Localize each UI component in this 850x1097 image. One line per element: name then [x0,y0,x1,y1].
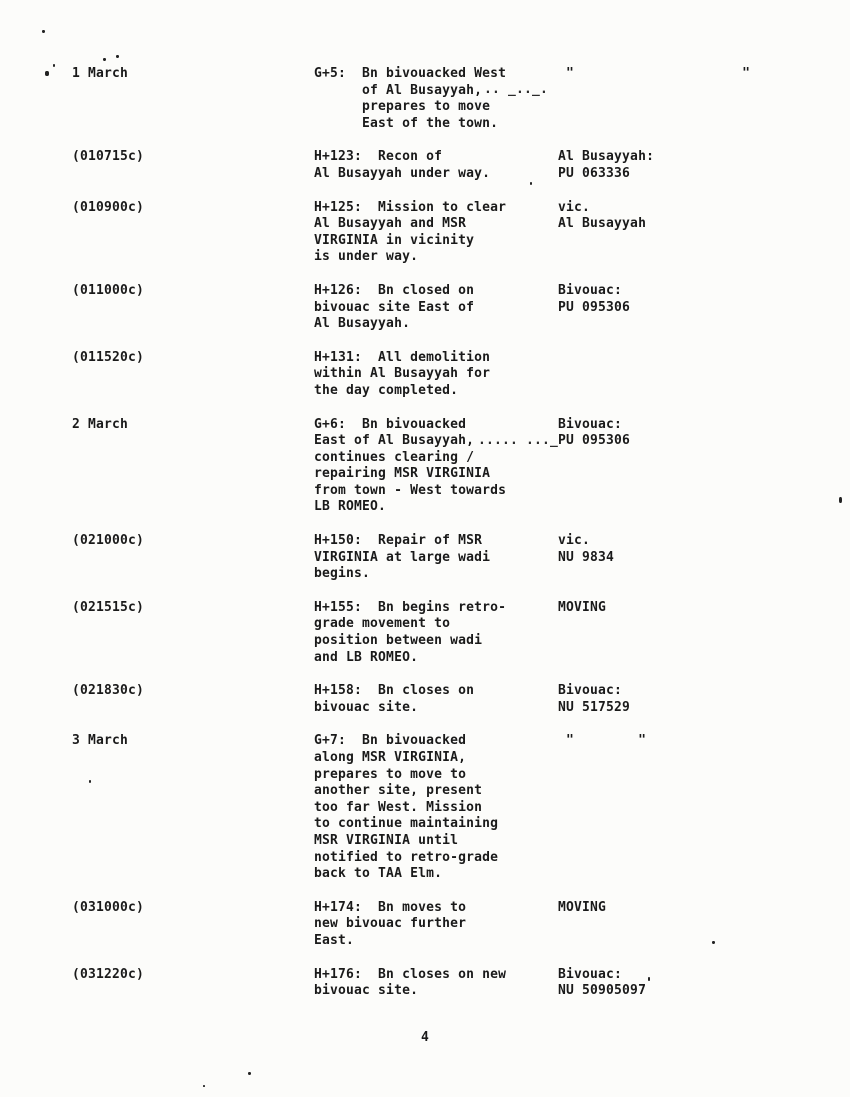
scan-speck [45,71,49,76]
entry-location-line: PU 095306 [558,433,631,449]
log-entry-row [0,900,850,950]
entry-location [558,533,850,583]
entry-event [314,600,558,666]
entry-event-line: bivouac site East of [314,299,475,315]
log-entry-row [0,200,850,266]
entry-location [558,417,850,517]
entry-event-line: too far West. Mission [314,799,483,815]
entry-event-line: notified to retro-grade [314,849,499,865]
entry-time: (031000c) [72,899,145,915]
entry-location-line: Bivouac: [558,416,623,432]
entry-event-line: Al Busayyah and MSR [314,216,467,232]
entry-event-line: Al Busayyah under way. [314,165,491,181]
log-entry-row [0,533,850,583]
scan-speck [42,30,45,33]
entry-event-line: position between wadi [314,633,483,649]
entry-location [558,283,850,333]
entry-event-line: Al Busayyah. [314,316,411,332]
entry-event-line: grade movement to [314,616,451,632]
log-entry-row [0,149,850,182]
entry-location-line: Al Busayyah [558,216,647,232]
entry-time: (010900c) [72,199,145,215]
ink-annotation: ..... ..._ [478,433,559,448]
entry-event [314,417,558,517]
entry-event-line: H+150: Repair of MSR [314,533,483,549]
entry-time: 2 March [72,416,129,432]
log-entry-row [0,600,850,666]
entry-location-line: " " [558,66,751,81]
entry-event-line: is under way. [314,249,419,265]
entry-event [314,533,558,583]
entry-location-line: NU 9834 [558,549,615,565]
entry-time: 3 March [72,733,129,749]
entry-event-line: of Al Busayyah, [314,82,483,98]
entry-location-line: vic. [558,533,591,549]
entry-event-line: East of Al Busayyah, [314,433,475,449]
entry-location-line: MOVING [558,899,607,915]
entry-event-line: LB ROMEO. [314,499,387,515]
log-entry-row [0,683,850,716]
entry-event-line: H+123: Recon of [314,149,443,165]
scan-speck [103,58,106,61]
entry-event-line: begins. [314,566,371,582]
entry-event-line: G+5: Bn bivouacked West [314,66,507,81]
entry-event [314,66,558,132]
scan-speck [530,182,532,185]
entry-location-line: PU 063336 [558,165,631,181]
entry-location-line: Bivouac: [558,966,623,982]
log-entry-row [0,66,850,132]
entry-event-line: continues clearing / [314,449,475,465]
scan-speck [648,977,650,981]
scan-speck [116,55,119,58]
log-entry-row [0,967,850,1000]
entry-event [314,283,558,333]
entry-time: (011520c) [72,349,145,365]
entry-event [314,683,558,716]
entry-location-line: PU 095306 [558,299,631,315]
entry-location-line: NU 517529 [558,699,631,715]
entry-event-line: another site, present [314,783,483,799]
entry-event-line: bivouac site. [314,699,419,715]
entry-time: 1 March [72,66,129,81]
entry-event-line: and LB ROMEO. [314,649,419,665]
entry-event [314,733,558,882]
entry-event-line: G+7: Bn bivouacked [314,733,467,749]
entry-event-line: bivouac site. [314,983,419,999]
entry-event-line: prepares to move to [314,766,467,782]
scan-speck [89,780,91,783]
entry-location [558,600,850,666]
entry-time: (021000c) [72,533,145,549]
entry-location [558,967,850,1000]
log-entry-row [0,350,850,400]
entry-time: (021830c) [72,683,145,699]
entry-event-line: East of the town. [314,115,499,131]
entry-location-line: MOVING [558,599,607,615]
log-entry-row [0,283,850,333]
scan-speck [248,1072,251,1075]
entry-event-line: along MSR VIRGINIA, [314,750,467,765]
entry-event [314,350,558,400]
entry-location-line: Bivouac: [558,282,623,298]
entry-location [558,66,850,132]
entry-location [558,200,850,266]
entry-event-line: H+131: All demolition [314,349,491,365]
entry-location-line: Al Busayyah: [558,149,655,165]
entry-event-line: new bivouac further [314,916,467,932]
entry-event [314,200,558,266]
log-entry-row [0,733,850,882]
entry-event-line: H+176: Bn closes on new [314,966,507,982]
entry-time: (010715c) [72,149,145,165]
entry-time: (011000c) [72,282,145,298]
entry-location [558,733,850,882]
ink-annotation: .. _.._. [484,82,549,97]
log-entry-row [0,417,850,517]
entry-event [314,149,558,182]
entry-event-line: repairing MSR VIRGINIA [314,466,491,482]
entry-event-line: East. [314,932,355,948]
entry-location-line: Bivouac: [558,683,623,699]
scan-speck [712,941,715,944]
scan-speck [839,497,842,503]
entry-event-line: from town - West towards [314,482,507,498]
entry-event-line: H+125: Mission to clear [314,199,507,215]
entry-location [558,683,850,716]
entry-event-line: VIRGINIA at large wadi [314,549,491,565]
entry-location-line: vic. [558,199,591,215]
scan-speck [203,1085,205,1087]
entry-location [558,350,850,400]
entry-event-line: H+155: Bn begins retro- [314,599,507,615]
scan-speck [53,64,55,67]
entry-location [558,149,850,182]
entry-location-line: " " [558,733,647,749]
entry-event-line: prepares to move [314,99,491,115]
entry-location-line: NU 50905097 [558,983,647,999]
entry-event-line: within Al Busayyah for [314,366,491,382]
entry-event [314,967,558,1000]
entry-location [558,900,850,950]
entry-time: (031220c) [72,966,145,982]
entry-event-line: G+6: Bn bivouacked [314,416,467,432]
page-number: 4 [420,1029,429,1045]
entry-event-line: H+158: Bn closes on [314,683,475,699]
entry-event-line: back to TAA Elm. [314,866,443,882]
entry-event-line: to continue maintaining [314,816,499,832]
entry-event-line: the day completed. [314,382,459,398]
entry-event-line: MSR VIRGINIA until [314,832,459,848]
entry-event [314,900,558,950]
entry-event-line: H+174: Bn moves to [314,899,467,915]
entry-event-line: VIRGINIA in vicinity [314,232,475,248]
entry-time: (021515c) [72,599,145,615]
entry-event-line: H+126: Bn closed on [314,282,475,298]
